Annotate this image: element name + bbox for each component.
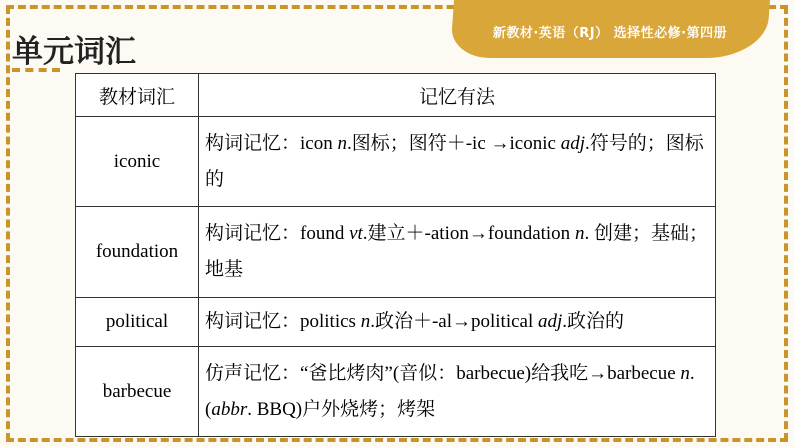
frame-bottom-border [6,438,788,442]
memory-cell: 构词记忆：found vt.建立＋-ation→foundation n. 创建；基础；地基 [199,207,716,298]
memory-cell: 构词记忆：icon n.图标；图符＋-ic →iconic adj.符号的；图标的 [199,117,716,207]
title-underline [12,68,60,72]
table-row [76,117,716,207]
table-row [76,207,716,298]
word-cell: political [76,298,199,347]
table-header-row [76,74,716,117]
frame-left-border [6,6,10,441]
table-row [76,298,716,347]
memory-cell: 仿声记忆：“爸比烤肉”(音似：barbecue)给我吃→barbecue n. (abbr. BBQ)户外烧烤；烤架 [199,347,716,437]
word-cell: barbecue [76,347,199,437]
table-row [76,347,716,437]
word-cell: iconic [76,117,199,207]
frame-right-border [784,6,788,441]
word-cell: foundation [76,207,199,298]
banner-text: 新教材·英语（RJ） 选择性必修·第四册 [492,26,728,41]
vocab-table [75,73,716,437]
page-title: 单元词汇 [12,34,136,70]
memory-cell: 构词记忆：politics n.政治＋-al→political adj.政治的 [199,298,716,347]
header-memory: 记忆有法 [199,74,716,117]
header-word: 教材词汇 [76,74,199,117]
